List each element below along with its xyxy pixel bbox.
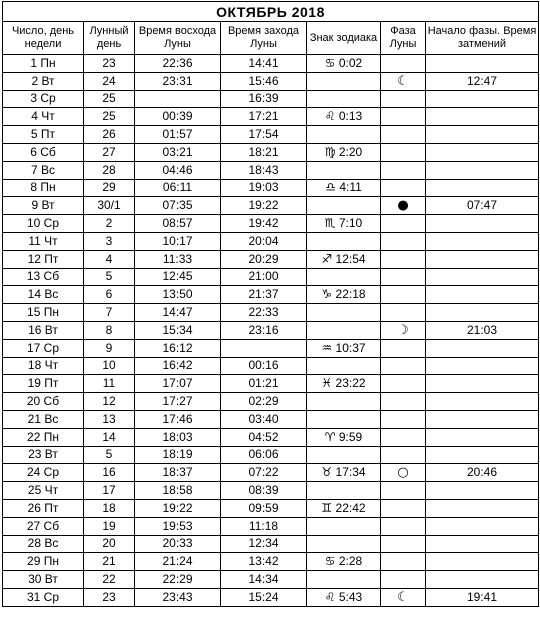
date-cell: 19 Пт bbox=[3, 375, 84, 393]
zodiac-time: 0:13 bbox=[338, 109, 363, 124]
moonrise-cell: 19:22 bbox=[135, 499, 221, 517]
moon-calendar-table bbox=[2, 1, 539, 607]
moonset-cell: 17:54 bbox=[221, 126, 307, 144]
phase-start-cell: 12:47 bbox=[426, 72, 539, 90]
zodiac-cell bbox=[307, 72, 381, 90]
zodiac-cell bbox=[307, 232, 381, 250]
zodiac-cell bbox=[307, 304, 381, 322]
zodiac-cell bbox=[307, 215, 381, 233]
zodiac-cell bbox=[307, 250, 381, 268]
zodiac-cell bbox=[307, 143, 381, 161]
moonrise-cell: 17:07 bbox=[135, 375, 221, 393]
lunar-day-cell: 29 bbox=[84, 179, 135, 197]
phase-start-cell bbox=[426, 375, 539, 393]
zodiac-sign-icon: ♓ bbox=[321, 376, 333, 391]
date-cell: 3 Ср bbox=[3, 90, 84, 108]
table-row bbox=[3, 410, 539, 428]
phase-cell bbox=[381, 588, 426, 606]
moonrise-cell: 10:17 bbox=[135, 232, 221, 250]
moonset-cell: 21:00 bbox=[221, 268, 307, 286]
zodiac-sign-icon: ♏ bbox=[324, 216, 336, 231]
phase-start-cell bbox=[426, 571, 539, 589]
zodiac-time: 5:43 bbox=[338, 589, 363, 604]
lunar-day-cell: 3 bbox=[84, 232, 135, 250]
date-cell: 12 Пт bbox=[3, 250, 84, 268]
zodiac-cell bbox=[307, 499, 381, 517]
lunar-day-cell: 14 bbox=[84, 428, 135, 446]
moon-phase-icon: ☾ bbox=[397, 73, 409, 89]
table-row bbox=[3, 215, 539, 233]
phase-cell bbox=[381, 357, 426, 375]
moonset-cell: 08:39 bbox=[221, 482, 307, 500]
phase-start-cell bbox=[426, 108, 539, 126]
moonset-cell: 09:59 bbox=[221, 499, 307, 517]
phase-start-cell bbox=[426, 250, 539, 268]
zodiac-sign-icon: ♑ bbox=[321, 287, 333, 302]
date-cell: 16 Вт bbox=[3, 321, 84, 339]
moonset-cell: 01:21 bbox=[221, 375, 307, 393]
table-row bbox=[3, 143, 539, 161]
phase-cell bbox=[381, 428, 426, 446]
zodiac-time: 17:34 bbox=[335, 465, 366, 480]
lunar-day-cell: 5 bbox=[84, 446, 135, 464]
moonset-cell: 21:37 bbox=[221, 286, 307, 304]
zodiac-time: 22:42 bbox=[335, 500, 366, 515]
moonset-cell: 03:40 bbox=[221, 410, 307, 428]
phase-start-cell bbox=[426, 90, 539, 108]
zodiac-time: 2:28 bbox=[338, 554, 363, 569]
table-row bbox=[3, 588, 539, 606]
moonset-cell: 19:22 bbox=[221, 197, 307, 215]
moonrise-cell: 23:31 bbox=[135, 72, 221, 90]
zodiac-cell bbox=[307, 161, 381, 179]
lunar-day-cell: 2 bbox=[84, 215, 135, 233]
zodiac-time: 2:20 bbox=[338, 144, 363, 159]
moonset-cell: 18:43 bbox=[221, 161, 307, 179]
phase-cell bbox=[381, 446, 426, 464]
moonrise-cell: 06:11 bbox=[135, 179, 221, 197]
phase-start-cell bbox=[426, 499, 539, 517]
moonrise-cell: 07:35 bbox=[135, 197, 221, 215]
date-cell: 27 Сб bbox=[3, 517, 84, 535]
moonrise-cell bbox=[135, 90, 221, 108]
lunar-day-cell: 13 bbox=[84, 410, 135, 428]
zodiac-cell bbox=[307, 286, 381, 304]
lunar-day-cell: 12 bbox=[84, 393, 135, 411]
zodiac-time: 9:59 bbox=[338, 429, 363, 444]
phase-cell bbox=[381, 482, 426, 500]
table-row bbox=[3, 357, 539, 375]
table-row bbox=[3, 553, 539, 571]
phase-start-cell bbox=[426, 446, 539, 464]
header-date: Число, день недели bbox=[3, 22, 84, 55]
moonrise-cell: 18:19 bbox=[135, 446, 221, 464]
moonset-cell: 13:42 bbox=[221, 553, 307, 571]
phase-cell bbox=[381, 304, 426, 322]
table-row bbox=[3, 286, 539, 304]
phase-start-cell: 19:41 bbox=[426, 588, 539, 606]
date-cell: 2 Вт bbox=[3, 72, 84, 90]
phase-start-cell bbox=[426, 553, 539, 571]
moonset-cell bbox=[221, 339, 307, 357]
moonrise-cell: 18:58 bbox=[135, 482, 221, 500]
phase-cell bbox=[381, 197, 426, 215]
date-cell: 5 Пт bbox=[3, 126, 84, 144]
lunar-day-cell: 7 bbox=[84, 304, 135, 322]
date-cell: 8 Пн bbox=[3, 179, 84, 197]
moonrise-cell: 03:21 bbox=[135, 143, 221, 161]
date-cell: 4 Чт bbox=[3, 108, 84, 126]
moonset-cell: 14:34 bbox=[221, 571, 307, 589]
lunar-day-cell: 18 bbox=[84, 499, 135, 517]
zodiac-time: 10:37 bbox=[335, 340, 366, 355]
zodiac-cell bbox=[307, 571, 381, 589]
phase-cell bbox=[381, 464, 426, 482]
moonrise-cell: 18:03 bbox=[135, 428, 221, 446]
date-cell: 20 Сб bbox=[3, 393, 84, 411]
moonrise-cell: 15:34 bbox=[135, 321, 221, 339]
moonset-cell: 02:29 bbox=[221, 393, 307, 411]
phase-start-cell bbox=[426, 304, 539, 322]
zodiac-sign-icon: ♌ bbox=[324, 109, 336, 124]
zodiac-time: 23:22 bbox=[335, 376, 366, 391]
phase-start-cell bbox=[426, 339, 539, 357]
date-cell: 15 Пн bbox=[3, 304, 84, 322]
phase-cell bbox=[381, 108, 426, 126]
phase-start-cell bbox=[426, 179, 539, 197]
phase-start-cell bbox=[426, 410, 539, 428]
zodiac-cell bbox=[307, 375, 381, 393]
phase-cell bbox=[381, 232, 426, 250]
lunar-day-cell: 20 bbox=[84, 535, 135, 553]
table-row bbox=[3, 161, 539, 179]
date-cell: 6 Сб bbox=[3, 143, 84, 161]
lunar-day-cell: 26 bbox=[84, 126, 135, 144]
moonrise-cell: 20:33 bbox=[135, 535, 221, 553]
zodiac-sign-icon: ♉ bbox=[321, 465, 333, 480]
moonrise-cell: 12:45 bbox=[135, 268, 221, 286]
moonset-cell: 04:52 bbox=[221, 428, 307, 446]
zodiac-cell bbox=[307, 321, 381, 339]
moonset-cell: 15:46 bbox=[221, 72, 307, 90]
phase-cell bbox=[381, 286, 426, 304]
phase-cell bbox=[381, 499, 426, 517]
table-row bbox=[3, 90, 539, 108]
phase-cell bbox=[381, 55, 426, 73]
zodiac-cell bbox=[307, 90, 381, 108]
zodiac-cell bbox=[307, 464, 381, 482]
table-row bbox=[3, 446, 539, 464]
phase-start-cell bbox=[426, 393, 539, 411]
moonset-cell: 19:42 bbox=[221, 215, 307, 233]
phase-start-cell bbox=[426, 286, 539, 304]
moon-phase-icon: ☾ bbox=[397, 589, 409, 605]
table-row bbox=[3, 499, 539, 517]
date-cell: 22 Пн bbox=[3, 428, 84, 446]
moonset-cell: 20:29 bbox=[221, 250, 307, 268]
moonrise-cell: 04:46 bbox=[135, 161, 221, 179]
phase-cell bbox=[381, 393, 426, 411]
moonset-cell: 17:21 bbox=[221, 108, 307, 126]
phase-start-cell bbox=[426, 126, 539, 144]
phase-cell bbox=[381, 215, 426, 233]
table-row bbox=[3, 375, 539, 393]
table-row bbox=[3, 464, 539, 482]
zodiac-sign-icon: ♒ bbox=[321, 340, 333, 355]
date-cell: 17 Ср bbox=[3, 339, 84, 357]
phase-cell bbox=[381, 250, 426, 268]
zodiac-sign-icon: ♊ bbox=[321, 500, 333, 515]
table-row bbox=[3, 126, 539, 144]
lunar-day-cell: 17 bbox=[84, 482, 135, 500]
date-cell: 23 Вт bbox=[3, 446, 84, 464]
phase-start-cell bbox=[426, 143, 539, 161]
date-cell: 18 Чт bbox=[3, 357, 84, 375]
header-moonset: Время захода Луны bbox=[221, 22, 307, 55]
moonset-cell: 06:06 bbox=[221, 446, 307, 464]
lunar-day-cell: 8 bbox=[84, 321, 135, 339]
moonrise-cell: 00:39 bbox=[135, 108, 221, 126]
moonset-cell: 19:03 bbox=[221, 179, 307, 197]
header-zodiac: Знак зодиака bbox=[307, 22, 381, 55]
moonset-cell: 15:24 bbox=[221, 588, 307, 606]
date-cell: 24 Ср bbox=[3, 464, 84, 482]
table-row bbox=[3, 339, 539, 357]
zodiac-sign-icon: ♌ bbox=[324, 589, 336, 604]
header-moonrise: Время восхода Луны bbox=[135, 22, 221, 55]
zodiac-sign-icon: ♐ bbox=[321, 251, 333, 266]
date-cell: 11 Чт bbox=[3, 232, 84, 250]
zodiac-cell bbox=[307, 55, 381, 73]
lunar-day-cell: 16 bbox=[84, 464, 135, 482]
moonset-cell: 23:16 bbox=[221, 321, 307, 339]
zodiac-cell bbox=[307, 410, 381, 428]
moonrise-cell: 13:50 bbox=[135, 286, 221, 304]
table-row bbox=[3, 268, 539, 286]
phase-cell bbox=[381, 143, 426, 161]
date-cell: 9 Вт bbox=[3, 197, 84, 215]
zodiac-cell bbox=[307, 339, 381, 357]
zodiac-sign-icon: ♍ bbox=[324, 144, 336, 159]
phase-cell bbox=[381, 375, 426, 393]
phase-cell bbox=[381, 410, 426, 428]
date-cell: 30 Вт bbox=[3, 571, 84, 589]
lunar-day-cell: 11 bbox=[84, 375, 135, 393]
lunar-day-cell: 24 bbox=[84, 72, 135, 90]
title-row bbox=[3, 2, 539, 22]
date-cell: 14 Вс bbox=[3, 286, 84, 304]
table-row bbox=[3, 197, 539, 215]
date-cell: 1 Пн bbox=[3, 55, 84, 73]
zodiac-sign-icon: ♎ bbox=[325, 180, 336, 195]
moon-phase-icon: ● bbox=[397, 198, 409, 214]
phase-cell bbox=[381, 179, 426, 197]
date-cell: 25 Чт bbox=[3, 482, 84, 500]
moonset-cell: 16:39 bbox=[221, 90, 307, 108]
zodiac-cell bbox=[307, 535, 381, 553]
lunar-day-cell: 30/1 bbox=[84, 197, 135, 215]
zodiac-cell bbox=[307, 553, 381, 571]
phase-cell bbox=[381, 535, 426, 553]
moonrise-cell: 21:24 bbox=[135, 553, 221, 571]
zodiac-cell bbox=[307, 446, 381, 464]
moonrise-cell: 16:42 bbox=[135, 357, 221, 375]
lunar-day-cell: 22 bbox=[84, 571, 135, 589]
phase-cell bbox=[381, 553, 426, 571]
lunar-day-cell: 19 bbox=[84, 517, 135, 535]
moonrise-cell: 08:57 bbox=[135, 215, 221, 233]
zodiac-cell bbox=[307, 108, 381, 126]
zodiac-sign-icon: ♈ bbox=[324, 429, 336, 444]
moonrise-cell: 22:29 bbox=[135, 571, 221, 589]
moonrise-cell: 17:46 bbox=[135, 410, 221, 428]
lunar-day-cell: 6 bbox=[84, 286, 135, 304]
phase-start-cell: 20:46 bbox=[426, 464, 539, 482]
phase-start-cell bbox=[426, 428, 539, 446]
zodiac-cell bbox=[307, 517, 381, 535]
zodiac-time: 22:18 bbox=[335, 287, 366, 302]
lunar-day-cell: 10 bbox=[84, 357, 135, 375]
lunar-day-cell: 9 bbox=[84, 339, 135, 357]
table-row bbox=[3, 72, 539, 90]
table-row bbox=[3, 321, 539, 339]
moonset-cell: 20:04 bbox=[221, 232, 307, 250]
date-cell: 28 Вс bbox=[3, 535, 84, 553]
zodiac-cell bbox=[307, 588, 381, 606]
date-cell: 21 Вс bbox=[3, 410, 84, 428]
zodiac-sign-icon: ♋ bbox=[324, 55, 336, 70]
moon-calendar bbox=[2, 1, 538, 607]
table-row bbox=[3, 55, 539, 73]
header-lunar-day: Лунный день bbox=[84, 22, 135, 55]
moonrise-cell: 22:36 bbox=[135, 55, 221, 73]
moonset-cell: 12:34 bbox=[221, 535, 307, 553]
phase-cell bbox=[381, 72, 426, 90]
moon-phase-icon: ☽ bbox=[397, 322, 409, 338]
table-row bbox=[3, 517, 539, 535]
moonset-cell: 07:22 bbox=[221, 464, 307, 482]
header-phase-start: Начало фазы. Время затмений bbox=[426, 22, 539, 55]
table-row bbox=[3, 571, 539, 589]
zodiac-cell bbox=[307, 482, 381, 500]
phase-cell bbox=[381, 126, 426, 144]
lunar-day-cell: 25 bbox=[84, 90, 135, 108]
table-row bbox=[3, 428, 539, 446]
phase-start-cell bbox=[426, 535, 539, 553]
zodiac-cell bbox=[307, 179, 381, 197]
table-title: ОКТЯБРЬ 2018 bbox=[3, 2, 539, 22]
phase-start-cell bbox=[426, 482, 539, 500]
lunar-day-cell: 27 bbox=[84, 143, 135, 161]
table-row bbox=[3, 304, 539, 322]
phase-start-cell: 07:47 bbox=[426, 197, 539, 215]
table-body bbox=[3, 55, 539, 607]
zodiac-cell bbox=[307, 357, 381, 375]
phase-cell bbox=[381, 268, 426, 286]
date-cell: 29 Пн bbox=[3, 553, 84, 571]
lunar-day-cell: 23 bbox=[84, 588, 135, 606]
phase-start-cell: 21:03 bbox=[426, 321, 539, 339]
moonset-cell: 22:33 bbox=[221, 304, 307, 322]
zodiac-time: 7:10 bbox=[338, 216, 363, 231]
phase-cell bbox=[381, 161, 426, 179]
zodiac-cell bbox=[307, 268, 381, 286]
lunar-day-cell: 28 bbox=[84, 161, 135, 179]
phase-start-cell bbox=[426, 517, 539, 535]
phase-start-cell bbox=[426, 215, 539, 233]
phase-start-cell bbox=[426, 161, 539, 179]
moonset-cell: 18:21 bbox=[221, 143, 307, 161]
lunar-day-cell: 25 bbox=[84, 108, 135, 126]
table-row bbox=[3, 250, 539, 268]
moonrise-cell: 23:43 bbox=[135, 588, 221, 606]
moonrise-cell: 18:37 bbox=[135, 464, 221, 482]
zodiac-time: 12:54 bbox=[335, 251, 366, 266]
lunar-day-cell: 4 bbox=[84, 250, 135, 268]
moonrise-cell: 11:33 bbox=[135, 250, 221, 268]
phase-start-cell bbox=[426, 357, 539, 375]
table-row bbox=[3, 108, 539, 126]
table-row bbox=[3, 393, 539, 411]
zodiac-cell bbox=[307, 393, 381, 411]
zodiac-cell bbox=[307, 428, 381, 446]
moonrise-cell: 19:53 bbox=[135, 517, 221, 535]
moon-phase-icon: ○ bbox=[397, 465, 409, 481]
table-row bbox=[3, 232, 539, 250]
lunar-day-cell: 21 bbox=[84, 553, 135, 571]
phase-start-cell bbox=[426, 268, 539, 286]
zodiac-time: 4:11 bbox=[339, 180, 362, 195]
table-row bbox=[3, 482, 539, 500]
table-row bbox=[3, 179, 539, 197]
date-cell: 7 Вс bbox=[3, 161, 84, 179]
moonrise-cell: 01:57 bbox=[135, 126, 221, 144]
moonset-cell: 00:16 bbox=[221, 357, 307, 375]
phase-cell bbox=[381, 339, 426, 357]
moonset-cell: 14:41 bbox=[221, 55, 307, 73]
moonrise-cell: 17:27 bbox=[135, 393, 221, 411]
lunar-day-cell: 5 bbox=[84, 268, 135, 286]
table-row bbox=[3, 535, 539, 553]
header-phase: Фаза Луны bbox=[381, 22, 426, 55]
zodiac-cell bbox=[307, 126, 381, 144]
phase-cell bbox=[381, 321, 426, 339]
phase-start-cell bbox=[426, 232, 539, 250]
date-cell: 10 Ср bbox=[3, 215, 84, 233]
zodiac-cell bbox=[307, 197, 381, 215]
moonset-cell: 11:18 bbox=[221, 517, 307, 535]
moonrise-cell: 14:47 bbox=[135, 304, 221, 322]
zodiac-time: 0:02 bbox=[338, 55, 363, 70]
header-row bbox=[3, 22, 539, 55]
date-cell: 31 Ср bbox=[3, 588, 84, 606]
phase-cell bbox=[381, 517, 426, 535]
phase-cell bbox=[381, 571, 426, 589]
date-cell: 26 Пт bbox=[3, 499, 84, 517]
lunar-day-cell: 23 bbox=[84, 55, 135, 73]
phase-start-cell bbox=[426, 55, 539, 73]
moonrise-cell: 16:12 bbox=[135, 339, 221, 357]
date-cell: 13 Сб bbox=[3, 268, 84, 286]
phase-cell bbox=[381, 90, 426, 108]
zodiac-sign-icon: ♋ bbox=[324, 554, 336, 569]
